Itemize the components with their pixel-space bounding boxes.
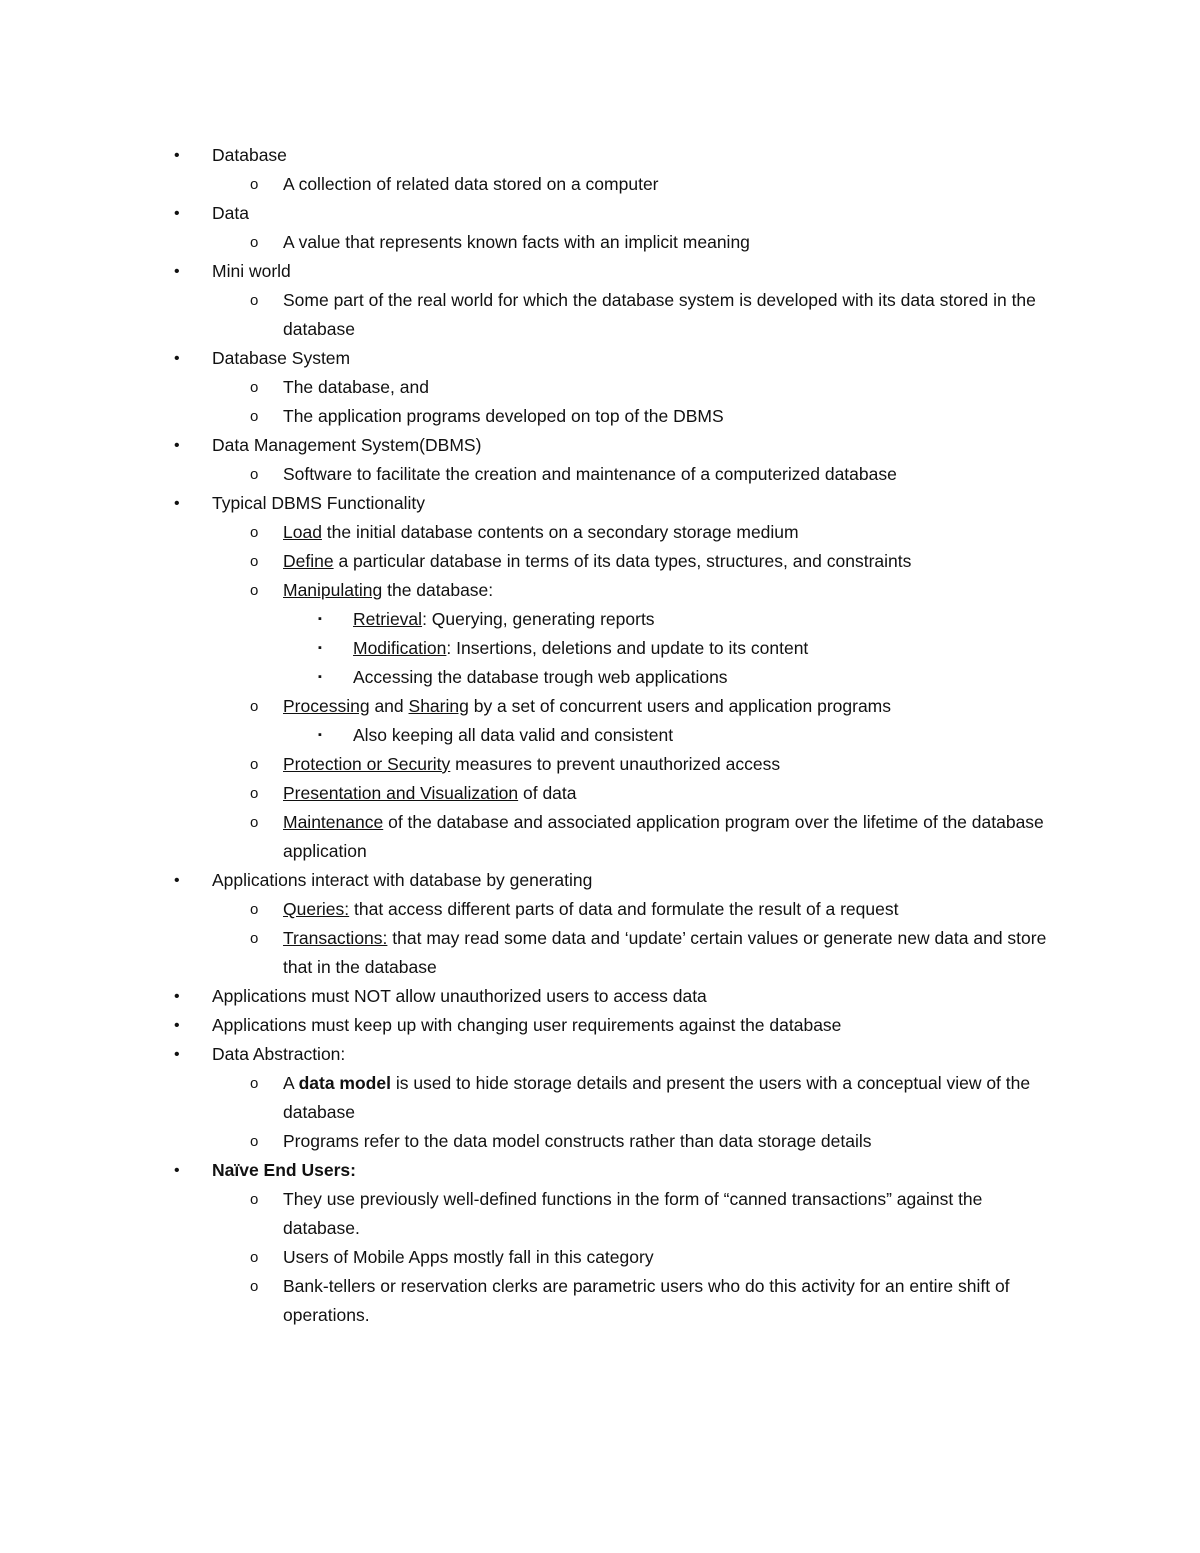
list-item-text [212, 866, 1060, 895]
text-segment: by a set of concurrent users and application programs [468, 696, 892, 716]
square-bullet-icon: ▪ [318, 642, 322, 654]
list-item-text [212, 344, 1060, 373]
underlined-term: Processing [283, 696, 370, 716]
list-item-text [283, 924, 1060, 982]
text-segment: : Insertions, deletions and update to its content [446, 638, 809, 658]
list-item-text [212, 982, 1060, 1011]
list-item [0, 779, 1200, 808]
circle-bullet-icon: o [250, 1278, 259, 1295]
square-bullet-icon: ▪ [318, 729, 322, 741]
bold-term: data model [298, 1073, 391, 1093]
text-segment: Data [212, 203, 249, 223]
list-item [0, 1011, 1200, 1040]
notes-outline [0, 141, 1200, 1330]
underlined-term: Transactions: [283, 928, 388, 948]
text-segment: Database [212, 145, 287, 165]
list-item-text [212, 489, 1060, 518]
underlined-term: Manipulating [283, 580, 383, 600]
list-item-text [283, 779, 1060, 808]
text-segment: Applications must keep up with changing user requirements against the database [212, 1015, 842, 1035]
circle-bullet-icon: o [250, 379, 259, 396]
list-item-text [283, 170, 1060, 199]
list-item-text [283, 286, 1060, 344]
list-item [0, 692, 1200, 721]
bullet-icon: • [174, 147, 180, 164]
list-item [0, 170, 1200, 199]
list-item-text [283, 402, 1060, 431]
list-item [0, 489, 1200, 518]
underlined-term: Maintenance [283, 812, 384, 832]
text-segment: The application programs developed on top of the DBMS [283, 406, 724, 426]
list-item-text [283, 1272, 1060, 1330]
underlined-term: Presentation and Visualization [283, 783, 519, 803]
list-item-text [283, 808, 1060, 866]
list-item [0, 1040, 1200, 1069]
list-item [0, 663, 1200, 692]
list-item-text [212, 1011, 1060, 1040]
list-item-text [283, 1185, 1060, 1243]
list-item [0, 576, 1200, 605]
circle-bullet-icon: o [250, 901, 259, 918]
text-segment: the initial database contents on a secondary storage medium [321, 522, 799, 542]
list-item [0, 895, 1200, 924]
list-item [0, 605, 1200, 634]
text-segment: Bank-tellers or reservation clerks are parametric users who do this activity for an entire shift of operations. [283, 1276, 1010, 1325]
text-segment: : Querying, generating reports [422, 609, 655, 629]
text-segment: A value that represents known facts with an implicit meaning [283, 232, 750, 252]
circle-bullet-icon: o [250, 1191, 259, 1208]
list-item-text [353, 605, 1060, 634]
text-segment: that may read some data and ‘update’ certain values or generate new data and store that in the database [283, 928, 1047, 977]
square-bullet-icon: ▪ [318, 613, 322, 625]
circle-bullet-icon: o [250, 292, 259, 309]
circle-bullet-icon: o [250, 553, 259, 570]
list-item-text [283, 373, 1060, 402]
list-item-text [212, 141, 1060, 170]
list-item-text [283, 460, 1060, 489]
list-item [0, 808, 1200, 866]
circle-bullet-icon: o [250, 234, 259, 251]
list-item-text [283, 228, 1060, 257]
text-segment: Database System [212, 348, 351, 368]
underlined-term: Sharing [408, 696, 469, 716]
text-segment: Also keeping all data valid and consistent [353, 725, 674, 745]
circle-bullet-icon: o [250, 698, 259, 715]
bullet-icon: • [174, 437, 180, 454]
underlined-term: Modification [353, 638, 447, 658]
bullet-icon: • [174, 988, 180, 1005]
circle-bullet-icon: o [250, 1075, 259, 1092]
circle-bullet-icon: o [250, 408, 259, 425]
text-segment: A collection of related data stored on a computer [283, 174, 659, 194]
circle-bullet-icon: o [250, 1249, 259, 1266]
bullet-icon: • [174, 495, 180, 512]
bullet-icon: • [174, 1162, 180, 1179]
list-item [0, 924, 1200, 982]
list-item-text [212, 199, 1060, 228]
circle-bullet-icon: o [250, 756, 259, 773]
text-segment: the database: [382, 580, 494, 600]
circle-bullet-icon: o [250, 176, 259, 193]
text-segment: Data Abstraction: [212, 1044, 346, 1064]
text-segment: measures to prevent unauthorized access [450, 754, 781, 774]
list-item-text [212, 1040, 1060, 1069]
list-item [0, 1156, 1200, 1185]
square-bullet-icon: ▪ [318, 671, 322, 683]
list-item-text [353, 721, 1060, 750]
text-segment: The database, and [283, 377, 429, 397]
circle-bullet-icon: o [250, 1133, 259, 1150]
list-item-text [283, 895, 1060, 924]
circle-bullet-icon: o [250, 582, 259, 599]
list-item-text [283, 547, 1060, 576]
text-segment: Programs refer to the data model constructs rather than data storage details [283, 1131, 872, 1151]
text-segment: of data [518, 783, 577, 803]
text-segment: A [283, 1073, 299, 1093]
list-item [0, 141, 1200, 170]
list-item [0, 982, 1200, 1011]
list-item-text [353, 634, 1060, 663]
list-item-text [353, 663, 1060, 692]
underlined-term: Queries: [283, 899, 350, 919]
list-item-text [283, 518, 1060, 547]
bullet-icon: • [174, 872, 180, 889]
circle-bullet-icon: o [250, 466, 259, 483]
list-item [0, 431, 1200, 460]
list-item [0, 1185, 1200, 1243]
list-item [0, 1243, 1200, 1272]
bullet-icon: • [174, 205, 180, 222]
underlined-term: Load [283, 522, 322, 542]
list-item [0, 1272, 1200, 1330]
text-segment: Accessing the database trough web applications [353, 667, 728, 687]
text-segment: a particular database in terms of its data types, structures, and constraints [333, 551, 912, 571]
text-segment: and [369, 696, 409, 716]
list-item [0, 750, 1200, 779]
list-item [0, 228, 1200, 257]
circle-bullet-icon: o [250, 524, 259, 541]
text-segment: Typical DBMS Functionality [212, 493, 425, 513]
circle-bullet-icon: o [250, 785, 259, 802]
list-item [0, 518, 1200, 547]
text-segment: Applications interact with database by generating [212, 870, 593, 890]
list-item-text [283, 692, 1060, 721]
text-segment: that access different parts of data and formulate the result of a request [349, 899, 899, 919]
list-item [0, 721, 1200, 750]
bullet-icon: • [174, 1017, 180, 1034]
list-item-text [283, 1069, 1060, 1127]
list-item [0, 344, 1200, 373]
list-item-text [283, 750, 1060, 779]
bold-term: Naïve End Users: [212, 1160, 356, 1180]
list-item [0, 373, 1200, 402]
list-item [0, 257, 1200, 286]
bullet-icon: • [174, 1046, 180, 1063]
list-item-text [283, 1127, 1060, 1156]
text-segment: Some part of the real world for which the database system is developed with its data stored in the database [283, 290, 1036, 339]
list-item-text [283, 1243, 1060, 1272]
underlined-term: Retrieval [353, 609, 423, 629]
list-item [0, 634, 1200, 663]
list-item [0, 286, 1200, 344]
underlined-term: Define [283, 551, 334, 571]
text-segment: of the database and associated application program over the lifetime of the database application [283, 812, 1044, 861]
text-segment: Users of Mobile Apps mostly fall in this category [283, 1247, 654, 1267]
text-segment: Data Management System(DBMS) [212, 435, 482, 455]
list-item-text [283, 576, 1060, 605]
text-segment: is used to hide storage details and present the users with a conceptual view of the database [283, 1073, 1031, 1122]
text-segment: Applications must NOT allow unauthorized users to access data [212, 986, 707, 1006]
underlined-term: Protection or Security [283, 754, 451, 774]
circle-bullet-icon: o [250, 814, 259, 831]
list-item [0, 1069, 1200, 1127]
list-item [0, 199, 1200, 228]
text-segment: They use previously well-defined functions in the form of “canned transactions” against the database. [283, 1189, 983, 1238]
list-item [0, 460, 1200, 489]
list-item [0, 866, 1200, 895]
list-item-text [212, 431, 1060, 460]
bullet-icon: • [174, 350, 180, 367]
list-item-text [212, 257, 1060, 286]
text-segment: Software to facilitate the creation and maintenance of a computerized database [283, 464, 897, 484]
text-segment: Mini world [212, 261, 291, 281]
circle-bullet-icon: o [250, 930, 259, 947]
bullet-icon: • [174, 263, 180, 280]
list-item [0, 1127, 1200, 1156]
list-item [0, 547, 1200, 576]
list-item-text [212, 1156, 1060, 1185]
list-item [0, 402, 1200, 431]
